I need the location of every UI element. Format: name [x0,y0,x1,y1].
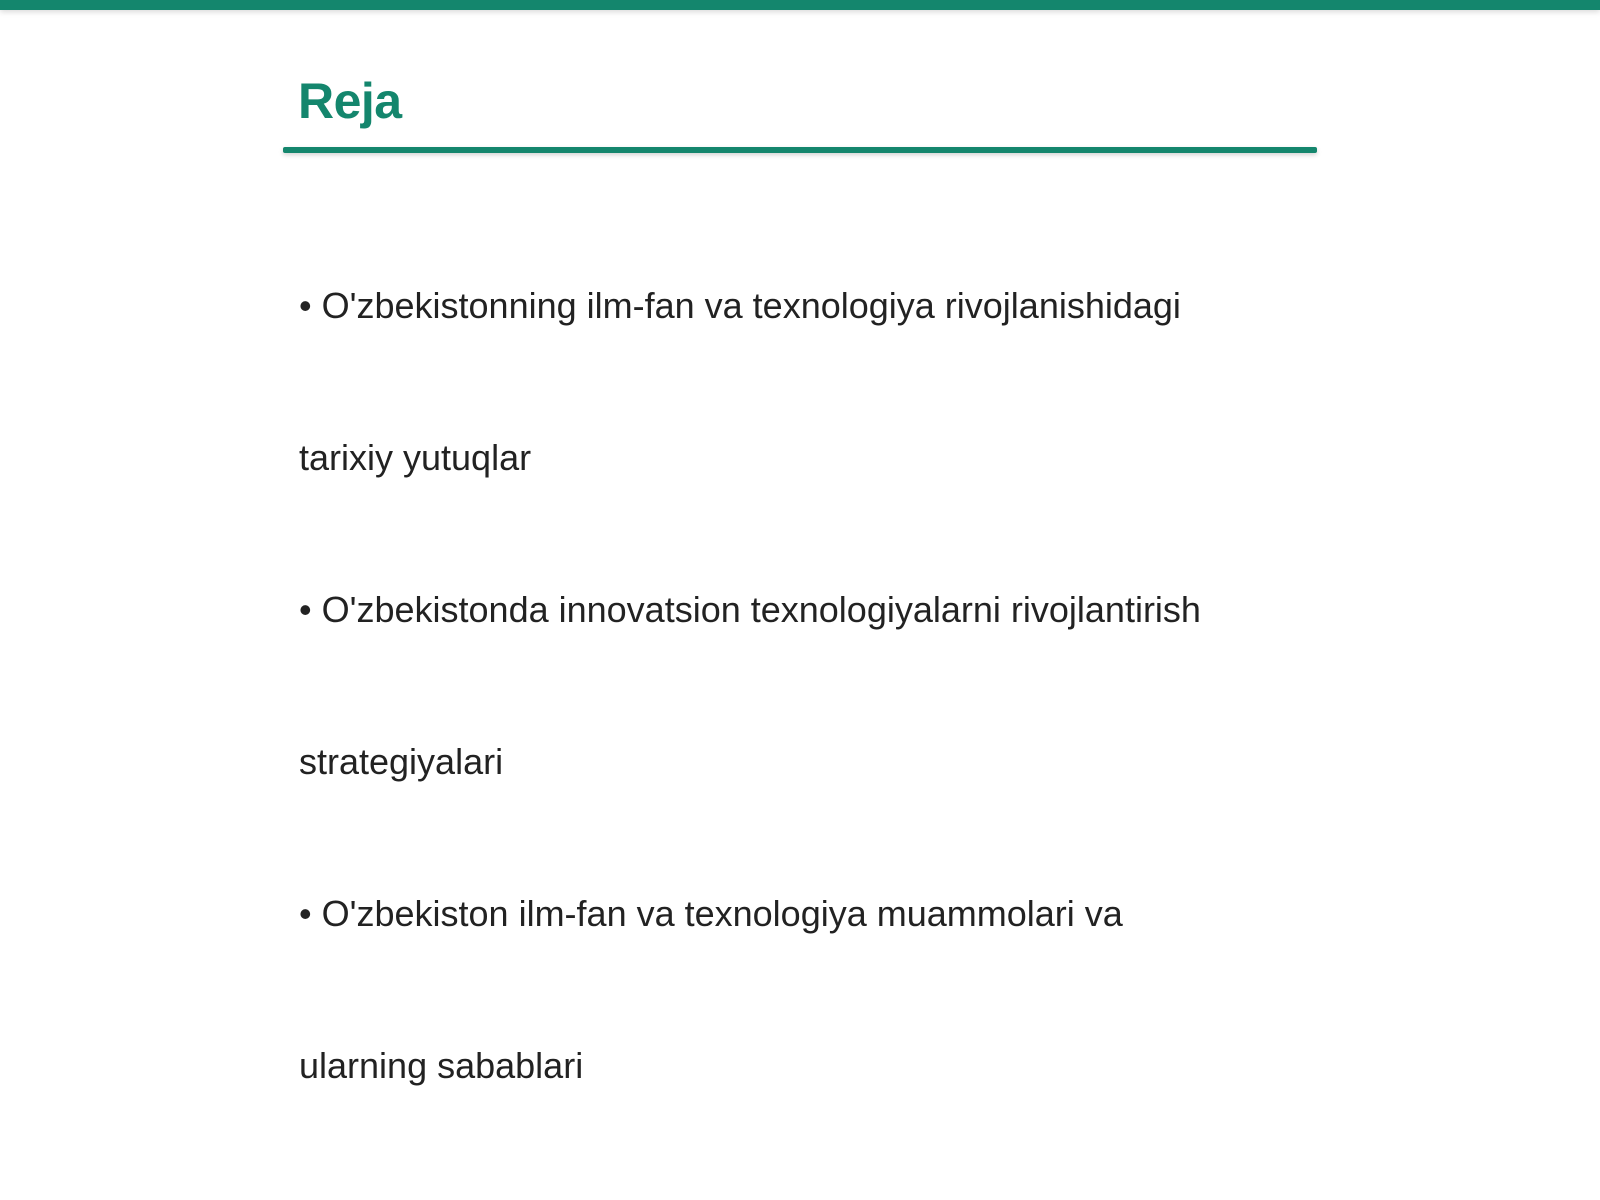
bullet-item-1-line-2: tarixiy yutuqlar [299,437,532,478]
bullet-item-3-line-1: • O'zbekiston ilm-fan va texnologiya muammolari va [299,893,1123,934]
bullet-item-2-line-1: • O'zbekistonda innovatsion texnologiyalarni rivojlantirish [299,589,1201,630]
slide-title: Reja [298,73,402,129]
bullet-item-2-line-2: strategiyalari [299,741,504,782]
bullet-item-3-line-2: ularning sabablari [299,1045,584,1086]
top-accent-bar [0,0,1600,10]
title-underline [283,147,1317,153]
bullet-item-1-line-1: • O'zbekistonning ilm-fan va texnologiya rivojlanishidagi [299,285,1181,326]
